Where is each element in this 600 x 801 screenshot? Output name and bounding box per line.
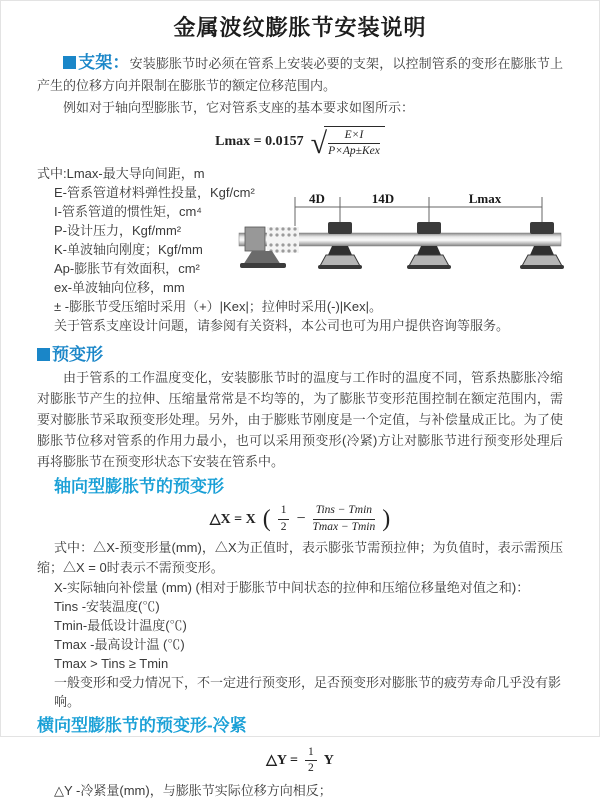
definition-line: P-设计压力，Kgf/mm² <box>54 223 182 239</box>
axial-definition-line: Tmax -最高设计温 (℃) <box>54 636 185 652</box>
definition-line: ex-单波轴向位移，mm <box>54 280 185 296</box>
half-denominator: 2 <box>280 520 287 533</box>
bellows-icon <box>267 227 299 253</box>
dimension-lines <box>295 197 542 226</box>
half-numerator: 1 <box>278 504 290 519</box>
definition-line: 式中:Lmax-最大导向间距，m <box>37 166 205 182</box>
support-section-heading: 支架： <box>78 53 130 72</box>
minus-operator: − <box>296 510 306 528</box>
pipe-support-diagram <box>237 189 593 289</box>
definition-line: 关于管系支座设计问题，请参阅有关资料，本公司也可为用户提供咨询等服务。 <box>54 318 510 334</box>
temperature-fraction <box>313 504 376 533</box>
axial-note-paragraph: 式中：△X-预变形量(mm)，△X为正值时，表示膨张节需预拉伸；为负值时，表示需预压缩；△X = 0时表示不需预变形。 <box>37 539 563 575</box>
preform-section-heading-row <box>37 344 563 367</box>
lateral-formula <box>37 746 563 775</box>
dim-label-4d: 4D <box>309 191 325 206</box>
half-denominator: 2 <box>307 762 314 775</box>
support-example-line: 例如对于轴向型膨胀节，它对管系支座的基本要求如图所示： <box>63 100 415 115</box>
lmax-formula-lhs: Lmax = 0.0157 <box>215 134 304 150</box>
page-title: 金属波纹膨胀节安装说明 <box>173 15 427 40</box>
sqrt-radical-icon: √ <box>310 126 328 160</box>
axial-formula-lhs: △X = X <box>209 511 256 527</box>
definition-line: K-单波轴向刚度；Kgf/mm <box>54 242 203 258</box>
sqrt-radicand <box>324 126 385 158</box>
axial-definition-line: 一般变形和受力情况下，不一定进行预变形，足否预变形对膨胀节的疲劳寿命几乎没有影响。 <box>54 674 562 709</box>
lateral-sub-heading: 横向型膨胀节的预变形-冷紧 <box>37 715 247 735</box>
axial-sub-heading: 轴向型膨胀节的预变形 <box>54 477 224 497</box>
definition-line: I-管系管道的惯性矩，cm⁴ <box>54 204 202 220</box>
lateral-formula-rhs: Y <box>323 752 334 768</box>
half-fraction <box>278 504 290 533</box>
section-bullet-icon <box>63 56 76 69</box>
lmax-formula <box>37 126 563 158</box>
document-content <box>1 52 599 801</box>
dim-label-14d: 14D <box>371 191 395 206</box>
dim-label-lmax: Lmax <box>468 191 502 206</box>
open-paren: ( <box>262 506 271 533</box>
support-intro-paragraph <box>37 52 563 97</box>
temperature-numerator: Tins − Tmin <box>313 504 376 519</box>
half-fraction <box>305 746 317 775</box>
axial-definition-line: Tmax > Tins ≥ Tmin <box>54 655 169 671</box>
sqrt-expression <box>311 126 385 158</box>
close-paren: ) <box>382 506 391 533</box>
preform-body-paragraph: 由于管系的工作温度变化，安装膨胀节时的温度与工作时的温度不同，管系热膨胀冷缩对膨胀节产生的拉伸、压缩量常常是不均等的，为了膨胀节变形范围控制在额定范围内，需要对膨胀节采取预变形处理。另外，由于膨账节刚度是一个定值，与补偿量成正比。为了使膨胀节位移对管系的作用力最小，也可以采用预变形(冷紧)方让对膨胀节进行预变形处理后再将膨胀节在预变形状态下安装在管系中。 <box>37 370 563 470</box>
lmax-fraction <box>328 129 380 158</box>
lateral-note-line: △Y -冷紧量(mm)，与膨胀节实际位移方向相反； <box>54 783 332 799</box>
lateral-formula-lhs: △Y = <box>266 753 298 769</box>
support-intro-text: 安装膨胀节时必须在管系上安装必要的支架，以控制管系的变形在膨胀节上产生的位移方向并限制在膨胀节的额定位移范围内。 <box>37 56 563 93</box>
definition-line: ± -膨胀节受压缩时采用（+）|Kex|；拉伸时采用(-)|Kex|。 <box>54 299 382 315</box>
lmax-fraction-numerator: E×I <box>328 129 380 144</box>
axial-definition-list <box>37 578 563 711</box>
axial-definition-line: Tmin-最低设计温度(℃) <box>54 617 187 633</box>
temperature-denominator: Tmax − Tmin <box>312 520 376 533</box>
section-bullet-icon <box>37 348 50 361</box>
definition-line: E-管系管道材料弹性投量，Kgf/cm² <box>54 185 255 201</box>
axial-formula <box>37 504 563 533</box>
definition-line: Ap-膨胀节有效面积，cm² <box>54 261 200 277</box>
axial-definition-line: Tins -安装温度(℃) <box>54 598 160 614</box>
preform-section-heading: 预变形 <box>52 345 103 365</box>
half-numerator: 1 <box>305 746 317 761</box>
axial-definition-line: X-实际轴向补偿量 (mm) (相对于膨胀节中间状态的拉伸和压缩位移量绝对值之和)： <box>54 579 530 595</box>
lmax-fraction-denominator: P×Ap±Kex <box>328 145 380 158</box>
